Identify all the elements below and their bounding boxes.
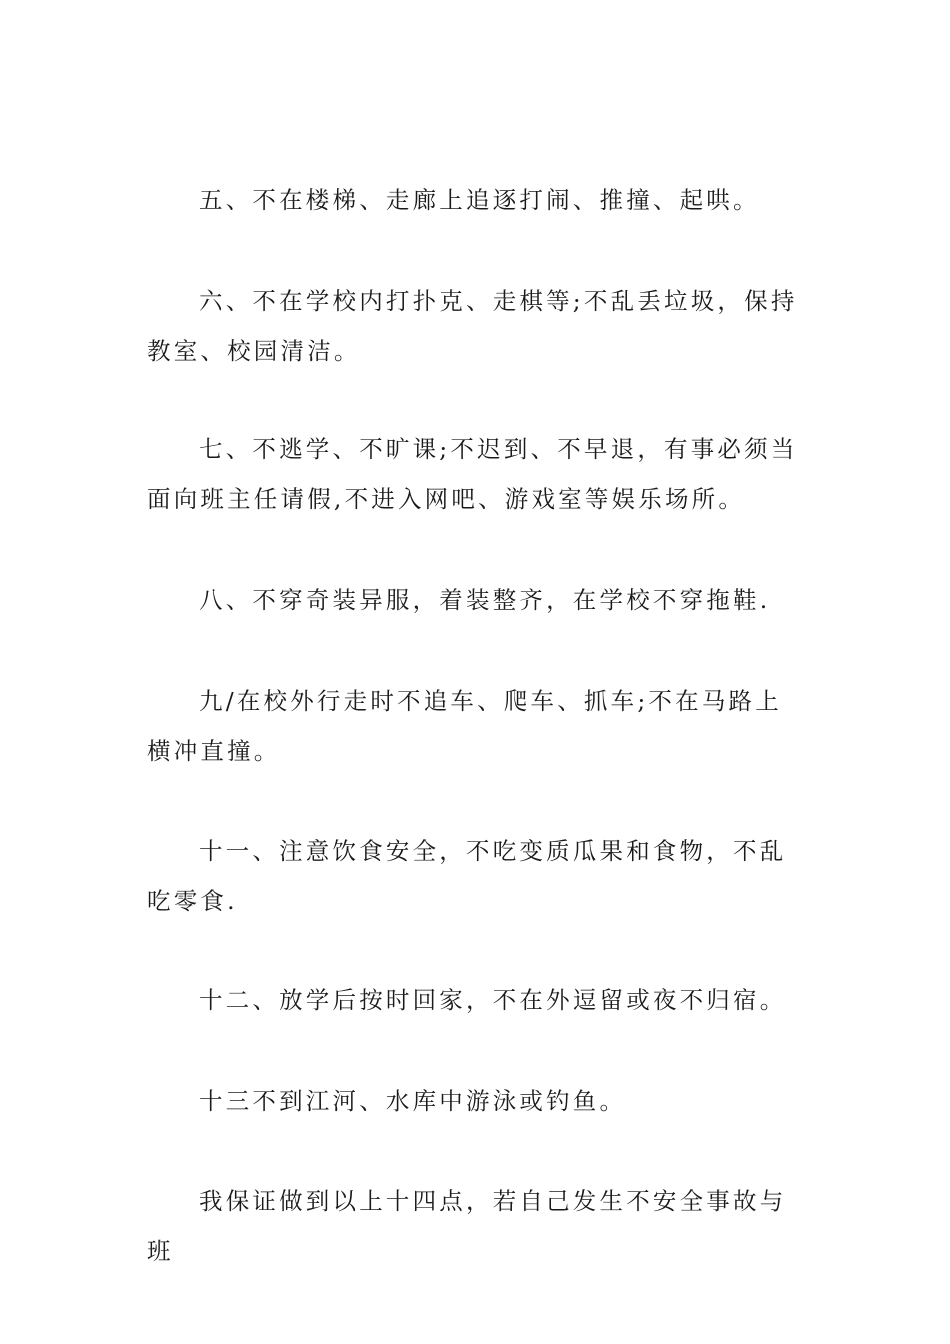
paragraph-rule-12: 十二、放学后按时回家，不在外逗留或夜不归宿。: [199, 986, 787, 1014]
paragraph-rule-6: 六、不在学校内打扑克、走棋等;不乱丢垃圾，保持教室、校园清洁。: [147, 287, 798, 365]
paragraph-rule-9: 九/在校外行走时不追车、爬车、抓车;不在马路上横冲直撞。: [147, 687, 782, 765]
paragraph-rule-13: 十三不到江河、水库中游泳或钓鱼。: [199, 1087, 627, 1115]
paragraph-rule-11: 十一、注意饮食安全，不吃变质瓜果和食物，不乱吃零食.: [147, 837, 787, 915]
paragraph-rule-5: 五、不在楼梯、走廊上追逐打闹、推撞、起哄。: [199, 186, 760, 214]
paragraph-pledge: 我保证做到以上十四点，若自己发生不安全事故与班: [147, 1187, 787, 1265]
paragraph-rule-8: 八、不穿奇装异服，着装整齐，在学校不穿拖鞋.: [199, 586, 771, 614]
paragraph-rule-7: 七、不逃学、不旷课;不迟到、不早退，有事必须当面向班主任请假,不进入网吧、游戏室等娱乐场所。: [147, 435, 798, 513]
